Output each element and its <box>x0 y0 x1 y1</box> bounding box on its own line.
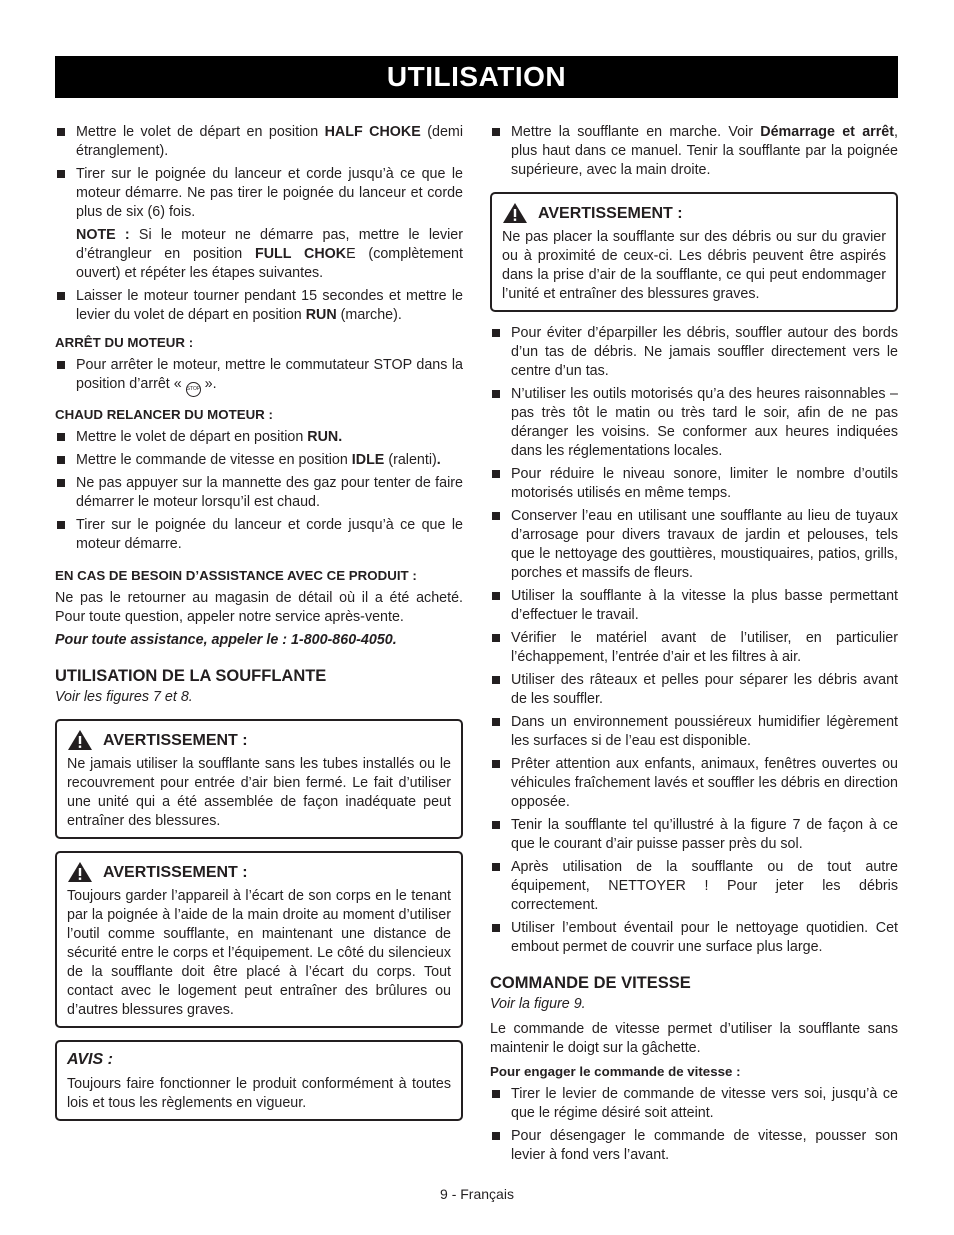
figure-reference: Voir les figures 7 et 8. <box>55 689 193 705</box>
list-item: Tirer sur le poignée du lanceur et corde jusqu’à ce que le moteur démarre. <box>55 516 463 554</box>
notice-box: AVIS : Toujours faire fonctionner le produit conformément à toutes lois et tous les règlements en vigueur. <box>55 1040 463 1121</box>
list-item: Mettre le commande de vitesse en position IDLE (ralenti). <box>55 451 463 470</box>
stop-switch-icon: STOP <box>186 382 201 397</box>
list-item: Prêter attention aux enfants, animaux, fenêtres ouvertes ou véhicules fraîchement lavés et souffler les débris en direction opposée. <box>490 755 898 812</box>
figure-reference: Voir la figure 9. <box>490 996 586 1012</box>
list-item: Vérifier le matériel avant de l’utiliser, en particulier l’échappement, l’entrée d’air et les filtres à air. <box>490 629 898 667</box>
list-item: Utiliser l’embout éventail pour le nettoyage quotidien. Cet embout permet de couvrir une surface plus large. <box>490 919 898 957</box>
section-subheading: ARRÊT DU MOTEUR : <box>55 335 194 350</box>
section-subheading: Pour engager le commande de vitesse : <box>490 1064 741 1079</box>
speed-paragraph: Le commande de vitesse permet d’utiliser la soufflante sans maintenir le doigt sur la gâchette. <box>490 1021 898 1056</box>
section-heading: COMMANDE DE VITESSE <box>490 974 691 992</box>
warning-box: AVERTISSEMENT : Toujours garder l’appareil à l’écart de son corps en le tenant par la poignée à l’aide de la main droite au moment d’utiliser l’outil comme soufflante, en maintenant une distance de sécurité entre le corps et l’équipement. Le côté du silencieux de la soufflante doit être placé à l’écart du corps. Tout contact avec le logement peut entraîner des brûlures ou d’autres blessures graves. <box>55 851 463 1028</box>
left-column <box>55 123 463 1133</box>
section-subheading: CHAUD RELANCER DU MOTEUR : <box>55 407 273 422</box>
list-item: Tirer le levier de commande de vitesse vers soi, jusqu’à ce que le régime désiré soit atteint. <box>490 1085 898 1123</box>
list-item: Conserver l’eau en utilisant une soufflante au lieu de tuyaux d’arrosage pour divers travaux de jardin et pelouses, tels que le nettoyage des gouttières, moustiquaires, patios, grills, porches et massifs de fleurs. <box>490 507 898 583</box>
list-item: Mettre le volet de départ en position RUN. <box>55 428 463 447</box>
list-item: Pour arrêter le moteur, mettre le commutateur STOP dans la position d’arrêt « STOP ». <box>55 356 463 397</box>
list-item: Utiliser des râteaux et pelles pour séparer les débris avant de les souffler. <box>490 671 898 709</box>
section-heading: UTILISATION DE LA SOUFFLANTE <box>55 667 327 685</box>
list-item: Tirer sur le poignée du lanceur et corde jusqu’à ce que le moteur démarre. Ne pas tirer le poignée du lanceur et corde plus de six (6) fois. <box>55 165 463 222</box>
assist-phone: Pour toute assistance, appeler le : 1-800-860-4050. <box>55 632 397 648</box>
right-column <box>490 123 898 1169</box>
list-item: N’utiliser les outils motorisés qu’a des heures raisonnables – pas très tôt le matin ou très tard le soir, afin de ne pas déranger les voisins. Se conformer aux heures indiquées dans les réglementations locales. <box>490 385 898 461</box>
list-item: Pour désengager le commande de vitesse, pousser son levier à fond vers l’avant. <box>490 1127 898 1165</box>
list-item: Mettre le volet de départ en position HALF CHOKE (demi étranglement). <box>55 123 463 161</box>
note-paragraph: NOTE : Si le moteur ne démarre pas, mettre le levier d’étrangleur en position FULL CHOKE (complètement ouvert) et répéter les étapes suivantes. <box>76 227 463 281</box>
warning-triangle-icon <box>67 861 93 883</box>
assist-paragraph: Ne pas le retourner au magasin de détail où il a été acheté. Pour toute question, appeler notre service après-vente. <box>55 590 463 625</box>
list-item: Laisser le moteur tourner pendant 15 secondes et mettre le levier du volet de départ en position RUN (marche). <box>55 287 463 325</box>
list-item: Utiliser la soufflante à la vitesse la plus basse permettant d’effectuer le travail. <box>490 587 898 625</box>
list-item: Ne pas appuyer sur la mannette des gaz pour tenter de faire démarrer le moteur lorsqu’il est chaud. <box>55 474 463 512</box>
list-item: Pour éviter d’éparpiller les débris, souffler autour des bords d’un tas de débris. Ne jamais souffler directement vers le centre d’un tas. <box>490 324 898 381</box>
list-item: Mettre la soufflante en marche. Voir Démarrage et arrêt, plus haut dans ce manuel. Tenir la soufflante par la poignée supérieure, avec la main droite. <box>490 123 898 180</box>
list-item: Tenir la soufflante tel qu’illustré à la figure 7 de façon à ce que le courant d’air puisse passer près du sol. <box>490 816 898 854</box>
list-item: Dans un environnement poussiéreux humidifier légèrement les surfaces si de l’eau est disponible. <box>490 713 898 751</box>
list-item: Après utilisation de la soufflante ou de tout autre équipement, NETTOYER ! Pour jeter les débris correctement. <box>490 858 898 915</box>
warning-box: AVERTISSEMENT : Ne jamais utiliser la soufflante sans les tubes installés ou le recouvrement pour entrée d’air bien fermé. Le fait d’utiliser une unité qui a été assemblée de façon inadéquate peut entraîner des blessures. <box>55 719 463 839</box>
warning-box: AVERTISSEMENT : Ne pas placer la soufflante sur des débris ou sur du gravier ou à proximité de ceux-ci. Les débris peuvent être aspirés dans la prise d’air de la soufflante, ce qui peut endommager l’unité et entraîner des blessures graves. <box>490 192 898 312</box>
page-banner-title: UTILISATION <box>55 56 898 98</box>
page-footer: 9 - Français <box>440 1186 514 1202</box>
list-item: Pour réduire le niveau sonore, limiter le nombre d’outils motorisés utilisés en même temps. <box>490 465 898 503</box>
warning-triangle-icon <box>502 202 528 224</box>
section-subheading: EN CAS DE BESOIN D’ASSISTANCE AVEC CE PRODUIT : <box>55 568 417 583</box>
warning-triangle-icon <box>67 729 93 751</box>
